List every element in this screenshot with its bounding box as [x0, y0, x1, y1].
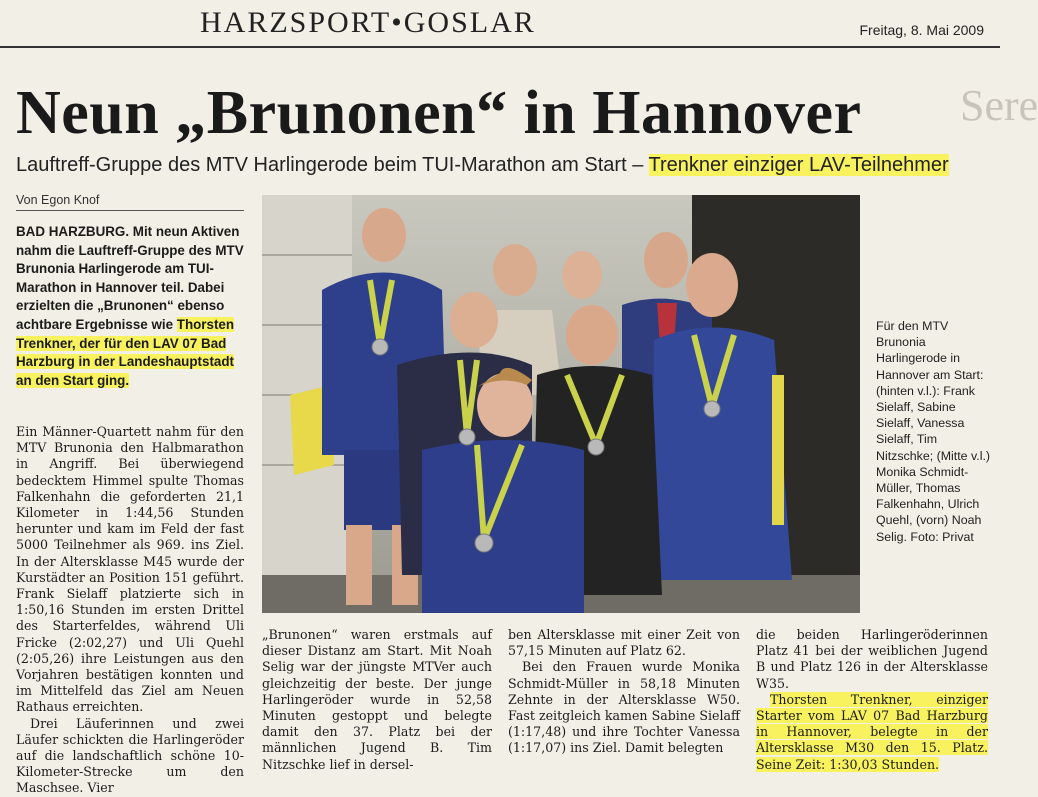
- header-rule: [0, 46, 1000, 48]
- team-photo: [262, 195, 860, 613]
- lead-text: BAD HARZBURG. Mit neun Aktiven nahm die Lauftreff-Gruppe des MTV Brunonia Harlingerode am TUI-Marathon in Hannover teil. Dabei erzielten die „Brunonen“ ebenso achtbare Ergebnisse wie: [16, 224, 244, 332]
- body-column-3: [508, 627, 740, 757]
- body-paragraph: die beiden Harlingeröderinnen Platz 41 bei der weiblichen Jugend B und Platz 126 in der Altersklasse W35.: [756, 627, 988, 691]
- article-subheadline: [16, 154, 949, 177]
- masthead: HARZSPORT•GOSLAR: [200, 6, 536, 39]
- body-paragraph: ben Altersklasse mit einer Zeit von 57,15 Minuten auf Platz 62.: [508, 627, 740, 659]
- lead-highlight: Thorsten Trenkner, der für den LAV 07 Bad Harzburg in der Landeshauptstadt an den Start ging.: [16, 316, 235, 388]
- article-headline: Neun „Brunonen“ in Hannover: [16, 79, 862, 147]
- subhead-text: Lauftreff-Gruppe des MTV Harlingerode beim TUI-Marathon am Start –: [16, 154, 649, 176]
- body-paragraph: Bei den Frauen wurde Monika Schmidt-Müller in 58,18 Minuten Zehnte in der Altersklasse W50. Fast zeitgleich kamen Sabine Sielaff (1:17,48) und ihre Tochter Vanessa (1:17,07) ins Ziel. Damit belegten: [508, 659, 740, 756]
- body-column-2: [262, 627, 492, 773]
- subhead-highlight: Trenkner einziger LAV-Teilnehmer: [648, 154, 949, 176]
- body-paragraph: „Brunonen“ waren erstmals auf dieser Distanz am Start. Mit Noah Selig war der jüngste MTVer auch gleichzeitig der beste. Der junge Harlingeröder wurde in 52,58 Minuten gestoppt und belegte damit den 37. Platz bei der männlichen Jugend B. Tim Nitzschke lief in dersel-: [262, 627, 492, 772]
- body-paragraph-highlighted: [756, 692, 988, 773]
- body-paragraph: Drei Läuferinnen und zwei Läufer schickten die Harlingeröder auf die landschaftlich schöne 10-Kilometer-Strecke um den Maschsee. Vier: [16, 715, 244, 796]
- photo-caption: Für den MTV Brunonia Harlingerode in Hannover am Start: (hinten v.l.): Frank Sielaff, Sabine Sielaff, Vanessa Sielaff, Tim Nitzschke; (Mitte v.l.) Monika Schmidt-Müller, Thomas Falkenhahn, Ulrich Quehl, (vorn) Noah Selig. Foto: Privat: [876, 319, 991, 544]
- body-column-1: [16, 424, 244, 797]
- neighbor-headline-fragment: Sere: [960, 81, 1038, 130]
- lead-paragraph: [16, 223, 244, 390]
- body-paragraph: Ein Männer-Quartett nahm für den MTV Brunonia den Halbmarathon in Angriff. Bei überwiegend bedecktem Himmel spulte Thomas Falkenhahn die geforderten 21,1 Kilometer in 1:44,56 Stunden herunter und kam im Feld der fast 5000 Teilnehmer als 969. ins Ziel. In der Altersklasse M45 wurde der Kurstädter an Position 151 geführt. Frank Sielaff platzierte sich in 1:50,16 Stunden im ersten Drittel des Starterfeldes, während Uli Fricke (2:02,27) und Uli Quehl (2:05,26) ihre Leistungen aus den Vorjahren bestätigen konnten und im Mittelfeld das Ziel am Neuen Rathaus erreichten.: [16, 424, 244, 715]
- issue-date: Freitag, 8. Mai 2009: [859, 22, 984, 38]
- team-photo-illustration: [262, 195, 860, 613]
- trenkner-highlight: Thorsten Trenkner, einziger Starter vom LAV 07 Bad Harzburg in Hannover, belegte in der Altersklasse M30 den 15. Platz. Seine Zeit: 1:30,03 Stunden.: [756, 691, 988, 772]
- byline: Von Egon Knof: [16, 193, 244, 211]
- body-column-4: [756, 627, 988, 773]
